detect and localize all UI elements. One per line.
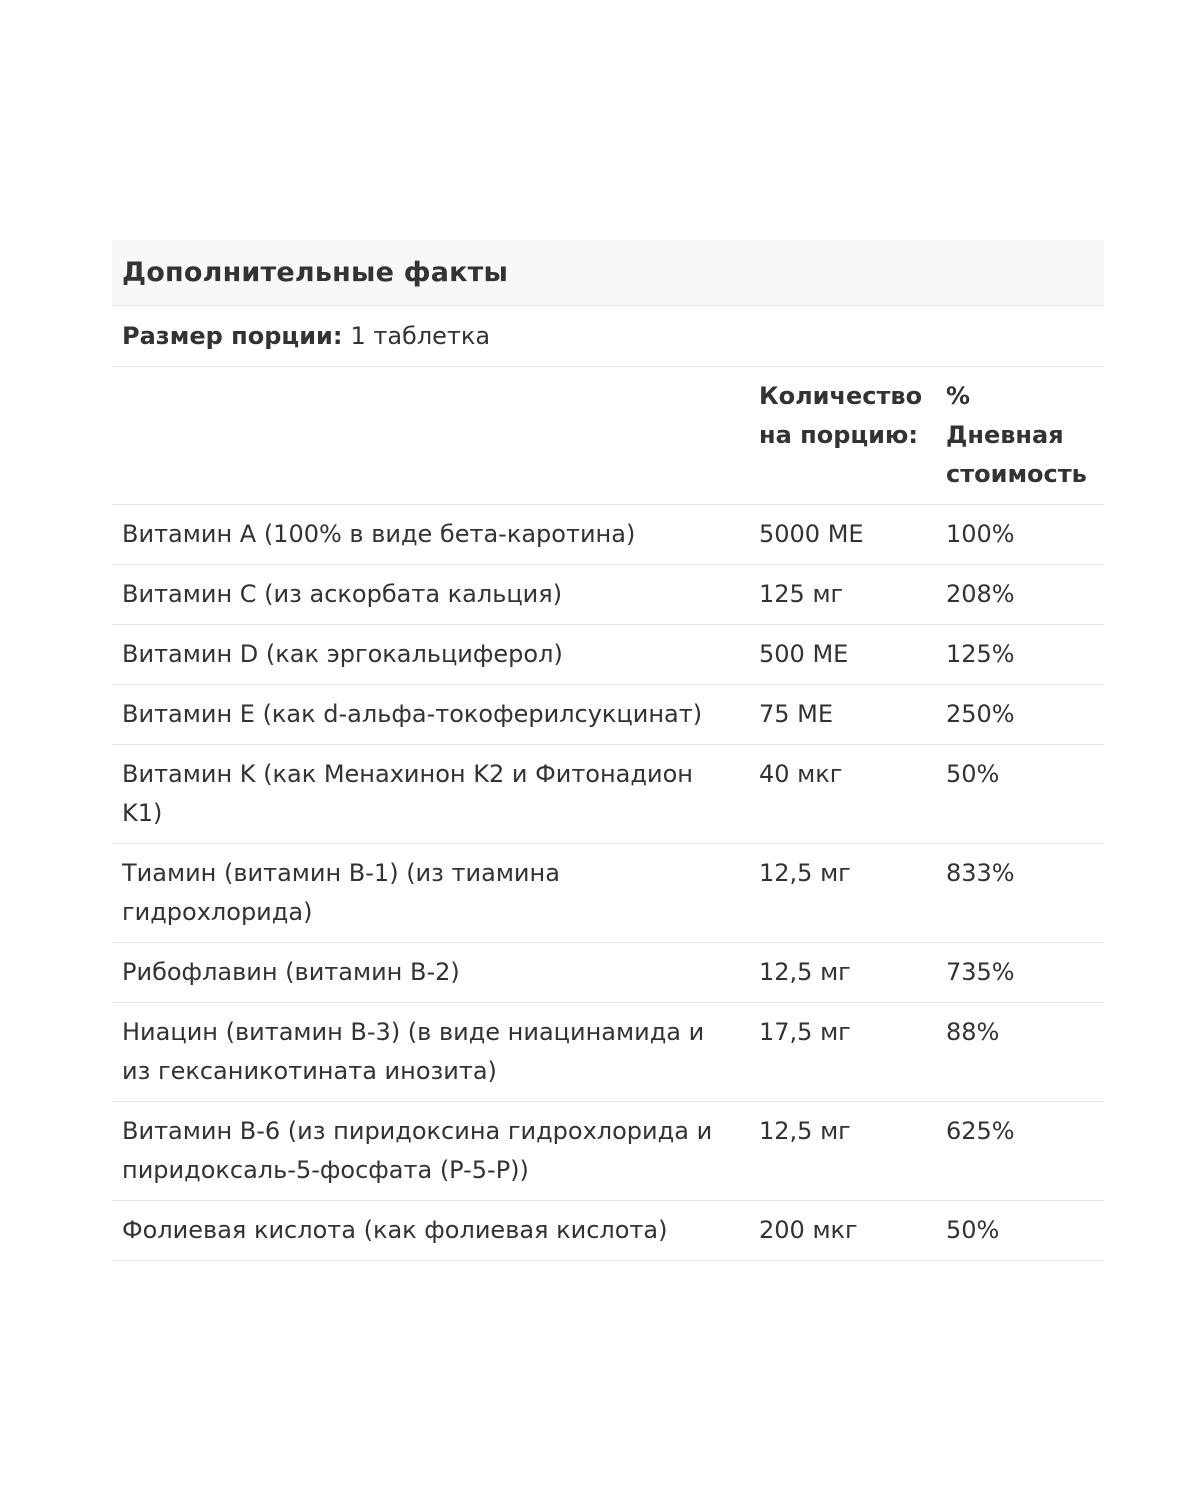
table-row <box>112 685 1104 745</box>
serving-size-value: 1 таблетка <box>350 322 491 350</box>
table-row <box>112 625 1104 685</box>
table-row <box>112 1201 1104 1261</box>
nutrient-amount: 200 мкг <box>749 1201 936 1261</box>
nutrient-amount: 500 МЕ <box>749 625 936 685</box>
nutrient-name: Фолиевая кислота (как фолиевая кислота) <box>112 1201 749 1261</box>
nutrient-daily-value: 125% <box>936 625 1104 685</box>
table-row <box>112 565 1104 625</box>
nutrient-daily-value: 833% <box>936 844 1104 943</box>
nutrient-name: Тиамин (витамин B-1) (из тиамина гидрохлорида) <box>112 844 749 943</box>
table-row <box>112 745 1104 844</box>
nutrient-daily-value: 50% <box>936 745 1104 844</box>
table-row <box>112 1102 1104 1201</box>
column-header-daily-value: % Дневная стоимость <box>936 367 1104 505</box>
facts-table <box>112 367 1104 1261</box>
serving-size-label: Размер порции: <box>122 322 343 350</box>
nutrient-daily-value: 88% <box>936 1003 1104 1102</box>
table-row <box>112 943 1104 1003</box>
nutrient-name: Витамин A (100% в виде бета-каротина) <box>112 505 749 565</box>
table-row <box>112 1003 1104 1102</box>
nutrient-amount: 12,5 мг <box>749 844 936 943</box>
nutrient-amount: 125 мг <box>749 565 936 625</box>
facts-title: Дополнительные факты <box>122 257 509 288</box>
nutrient-amount: 12,5 мг <box>749 943 936 1003</box>
nutrient-daily-value: 50% <box>936 1201 1104 1261</box>
column-header-nutrient <box>112 367 749 505</box>
nutrient-amount: 40 мкг <box>749 745 936 844</box>
table-row <box>112 505 1104 565</box>
nutrient-name: Витамин B-6 (из пиридоксина гидрохлорида и пиридоксаль-5-фосфата (P-5-P)) <box>112 1102 749 1201</box>
serving-size <box>112 306 1104 367</box>
nutrient-daily-value: 208% <box>936 565 1104 625</box>
nutrient-name: Рибофлавин (витамин B-2) <box>112 943 749 1003</box>
nutrient-name: Витамин C (из аскорбата кальция) <box>112 565 749 625</box>
facts-header <box>112 240 1104 306</box>
nutrient-daily-value: 625% <box>936 1102 1104 1201</box>
column-header-amount: Количество на порцию: <box>749 367 936 505</box>
nutrient-amount: 75 МЕ <box>749 685 936 745</box>
supplement-facts-panel <box>112 240 1104 1261</box>
nutrient-daily-value: 250% <box>936 685 1104 745</box>
nutrient-amount: 12,5 мг <box>749 1102 936 1201</box>
nutrient-name: Витамин D (как эргокальциферол) <box>112 625 749 685</box>
nutrient-daily-value: 100% <box>936 505 1104 565</box>
nutrient-name: Витамин E (как d-альфа-токоферилсукцинат) <box>112 685 749 745</box>
nutrient-daily-value: 735% <box>936 943 1104 1003</box>
nutrient-amount: 5000 МЕ <box>749 505 936 565</box>
table-header-row <box>112 367 1104 505</box>
table-row <box>112 844 1104 943</box>
nutrient-name: Витамин K (как Менахинон K2 и Фитонадион K1) <box>112 745 749 844</box>
nutrient-name: Ниацин (витамин B-3) (в виде ниацинамида и из гексаникотината инозита) <box>112 1003 749 1102</box>
nutrient-amount: 17,5 мг <box>749 1003 936 1102</box>
